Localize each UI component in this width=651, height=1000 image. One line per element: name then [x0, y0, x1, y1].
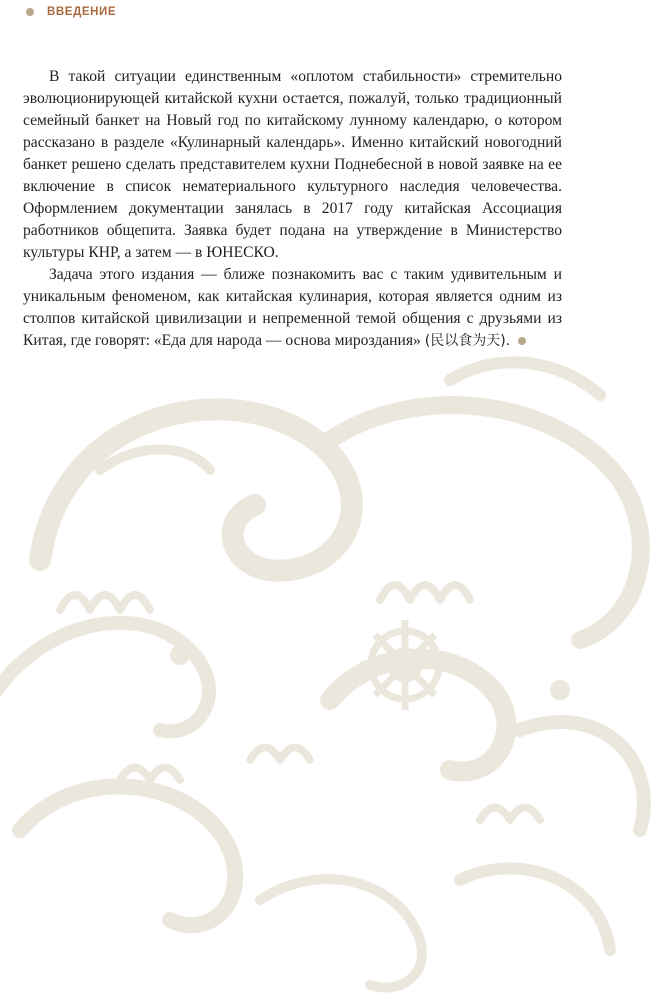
bullet-dot-icon	[26, 8, 34, 16]
running-header	[26, 3, 116, 21]
paragraph-2-text: Задача этого издания — ближе познакомить вас с таким удивительным и уникальным феноменом, как китайская кулинария, которая является одним из столпов китайской цивилизации и непременной темой общения с друзьями из Китая, где говорят: «Еда для народа — основа мироздания»	[23, 266, 562, 349]
end-of-section-dot-icon	[518, 337, 526, 345]
paragraph-2	[23, 264, 562, 352]
main-text	[23, 66, 562, 352]
paragraph-1: В такой ситуации единственным «оплотом стабильности» стремительно эволюционирующей китайской кухни остается, пожалуй, только традиционный семейный банкет на Новый год по китайскому лунному календарю, о котором рассказано в разделе «Кулинарный календарь». Именно китайский новогодний банкет решено сделать представителем кухни Поднебесной в новой заявке на ее включение в список нематериального культурного наследия человечества. Оформлением документации занялась в 2017 году китайская Ассоциация работников общепита. Заявка будет подана на утверждение в Министерство культуры КНР, а затем — в ЮНЕСКО.	[23, 68, 562, 261]
section-title: ВВЕДЕНИЕ	[47, 6, 117, 18]
chinese-proverb: (民以食为天).	[424, 333, 511, 349]
